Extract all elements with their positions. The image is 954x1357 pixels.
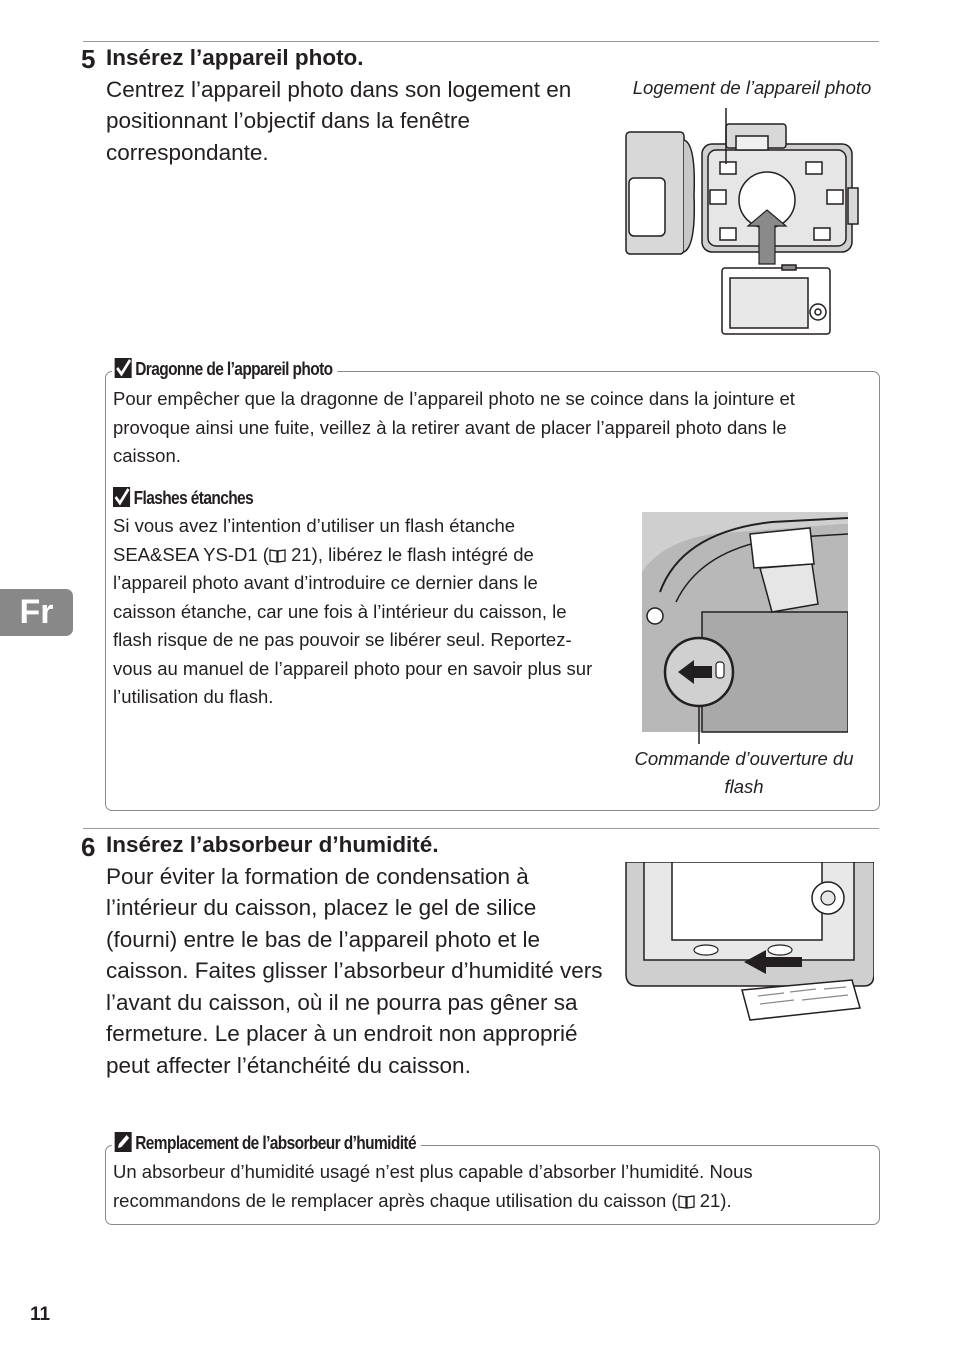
check-mark-icon — [113, 487, 130, 507]
step-5 — [106, 42, 606, 168]
check-mark-icon — [115, 358, 132, 378]
desiccant-illustration — [624, 862, 874, 1024]
housing-camera-illustration — [624, 100, 864, 340]
strap-heading: Dragonne de l’appareil photo — [112, 358, 338, 380]
step-5-body: Centrez l’appareil photo dans son logement en positionnant l’objectif dans la fenêtre correspondante. — [106, 76, 572, 165]
flash-text: Si vous avez l’intention d’utiliser un flash étanche SEA&SEA YS-D1 ( 21), libérez le flash intégré de l’appareil photo avant d’introduire ce dernier dans le caisson étanche, car une fois à l’intérieur du caisson, le flash risque de ne pas pouvoir se libérer seul. Reportez-vous au manuel de l’appareil photo pour en savoir plus sur l’utilisation du flash. — [113, 515, 593, 707]
step-6-body: Pour éviter la formation de condensation à l’intérieur du caisson, placez le gel de silice (fourni) entre le bas de l’appareil photo et le caisson. Faites glisser l’absorbeur d’humidité vers l’avant du caisson, où il ne pourra pas gêner sa fermeture. Le placer à un endroit non approprié peut affecter l’étanchéité du caisson. — [106, 863, 603, 1078]
page-number: 11 — [30, 1304, 51, 1325]
step-5-number: 5 — [81, 44, 96, 74]
book-icon — [269, 548, 286, 563]
desiccant-text: Un absorbeur d’humidité usagé n’est plus capable d’absorber l’humidité. Nous recommandons de le remplacer après chaque utilisation du caisson ( 21). — [113, 1161, 753, 1211]
step-6-number: 6 — [81, 832, 96, 862]
step-5-title: Insérez l’appareil photo. — [106, 45, 364, 70]
book-icon — [678, 1194, 695, 1209]
flash-button-caption: Commande d’ouverture du flash — [634, 748, 854, 797]
flash-heading: Flashes étanches — [113, 487, 253, 509]
step-6-title: Insérez l’absorbeur d’humidité. — [106, 832, 439, 857]
step-6 — [106, 829, 606, 1081]
pencil-icon — [115, 1132, 132, 1152]
flash-release-illustration — [642, 512, 848, 744]
camera-slot-caption: Logement de l’appareil photo — [632, 77, 872, 98]
strap-text: Pour empêcher que la dragonne de l’appareil photo ne se coince dans la jointure et provoque ainsi une fuite, veillez à la retirer avant de placer l’appareil photo dans le caisson. — [113, 388, 795, 466]
language-tab: Fr — [0, 589, 73, 636]
desiccant-heading: Remplacement de l’absorbeur d’humidité — [112, 1132, 421, 1154]
